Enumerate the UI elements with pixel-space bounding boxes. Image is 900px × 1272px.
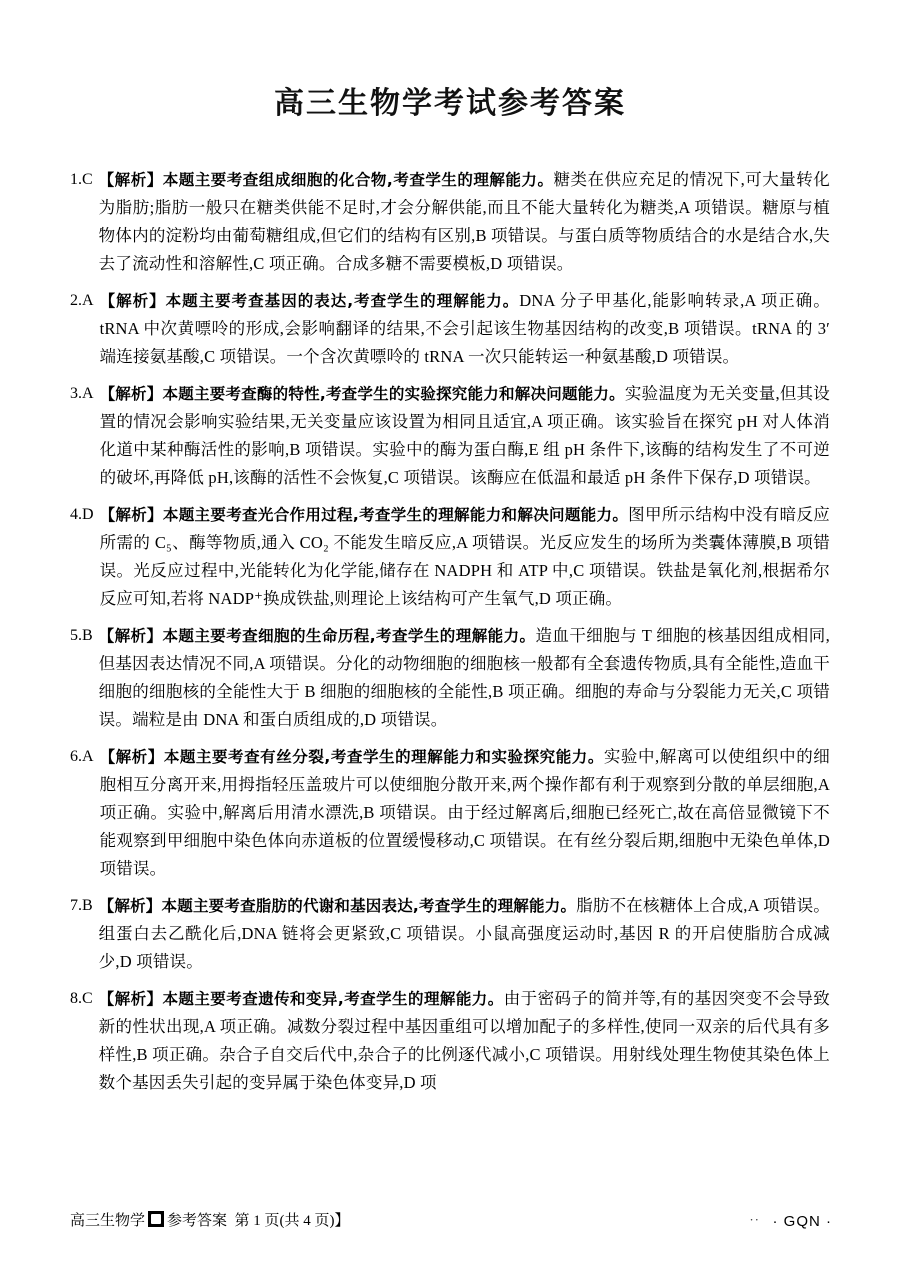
answer-body	[99, 622, 830, 734]
analysis-text: DNA 分子甲基化,能影响转录,A 项正确。tRNA 中次黄嘌呤的形成,会影响翻译的结果,不会引起该生物基因结构的改变,B 项错误。tRNA 的 3′端连接氨基酸,C 项错误。一个含次黄嘌呤的 tRNA 一次只能转运一种氨基酸,D 项错误。	[99, 291, 830, 366]
publisher-logo-icon	[148, 1211, 164, 1227]
analysis-text: 由于密码子的简并等,有的基因突变不会导致新的性状出现,A 项正确。减数分裂过程中基因重组可以增加配子的多样性,使同一双亲的后代具有多样性,B 项正确。杂合子自交后代中,杂合子的比例逐代减小,C 项错误。用射线处理生物使其染色体上数个基因丢失引起的变异属于染色体变异,D 项	[98, 989, 830, 1092]
answer-choice: A	[82, 385, 94, 402]
answer-choice: A	[82, 292, 94, 309]
analysis-tag: 【解析】	[98, 627, 163, 645]
answer-body	[99, 166, 830, 278]
footer-left	[70, 1209, 350, 1230]
answer-item	[70, 166, 830, 278]
answer-body	[100, 501, 830, 613]
answer-number: 6.A	[70, 748, 94, 765]
analysis-lead: 本题主要考查有丝分裂,考查学生的理解能力和实验探究能力。	[163, 748, 604, 766]
analysis-tag: 【解析】	[98, 171, 163, 189]
answer-item	[70, 622, 830, 734]
answer-choice: C	[82, 990, 93, 1007]
answer-item	[70, 743, 830, 883]
answer-item	[70, 501, 830, 613]
answer-item	[70, 892, 830, 976]
analysis-lead: 本题主要考查酶的特性,考查学生的实验探究能力和解决问题能力。	[162, 385, 625, 403]
analysis-text: 造血干细胞与 T 细胞的核基因组成相同,但基因表达情况不同,A 项错误。分化的动物细胞的细胞核一般都有全套遗传物质,具有全能性,造血干细胞的细胞核的全能性大于 B 细胞的细胞核的全能性,B 项正确。细胞的寿命与分裂能力无关,C 项错误。端粒是由 DNA 和蛋白质组成的,D 项错误。	[98, 626, 830, 729]
answer-choice: A	[82, 748, 94, 765]
analysis-lead: 本题主要考查光合作用过程,考查学生的理解能力和解决问题能力。	[162, 506, 629, 524]
answer-choice: D	[82, 506, 94, 523]
analysis-tag: 【解析】	[98, 990, 163, 1008]
answer-number: 2.A	[70, 292, 94, 309]
analysis-tag: 【解析】	[99, 748, 164, 766]
answer-body	[100, 287, 830, 371]
answer-number: 5.B	[70, 627, 93, 644]
analysis-text: 实验温度为无关变量,但其设置的情况会影响实验结果,无关变量应该设置为相同且适宜,A 项正确。该实验旨在探究 pH 对人体消化道中某种酶活性的影响,B 项错误。实验中的酶为蛋白酶,E 组 pH 条件下,该酶的结构发生了不可逆的破坏,再降低 pH,该酶的活性不会恢复,C 项错误。该酶应在低温和最适 pH 条件下保存,D 项错误。	[99, 384, 830, 487]
page-footer	[0, 1204, 900, 1230]
analysis-tag: 【解析】	[99, 506, 163, 524]
analysis-tag: 【解析】	[98, 897, 162, 915]
analysis-text: 糖类在供应充足的情况下,可大量转化为脂肪;脂肪一般只在糖类供能不足时,才会分解供能,而且不能大量转化为糖类,A 项错误。糖原与植物体内的淀粉均由葡萄糖组成,但它们的结构有区别,B 项错误。与蛋白质等物质结合的水是结合水,失去了流动性和溶解性,C 项正确。合成多糖不需要模板,D 项错误。	[98, 170, 831, 273]
answer-choice: B	[82, 627, 93, 644]
answer-number: 7.B	[70, 897, 93, 914]
analysis-tag: 【解析】	[99, 385, 163, 403]
footer-mark: ··	[749, 1212, 760, 1227]
analysis-tag: 【解析】	[99, 292, 166, 310]
analysis-text: 实验中,解离可以使组织中的细胞相互分离开来,用拇指轻压盖玻片可以使细胞分散开来,两个操作都有利于观察到分散的单层细胞,A 项正确。实验中,解离后用清水漂洗,B 项错误。由于经过解离后,细胞已经死亡,故在高倍显微镜下不能观察到甲细胞中染色体向赤道板的位置缓慢移动,C 项错误。在有丝分裂后期,细胞中无染色单体,D 项错误。	[99, 747, 830, 878]
analysis-lead: 本题主要考查细胞的生命历程,考查学生的理解能力。	[162, 627, 536, 645]
footer-page-number: 第 1 页(共 4 页)】	[234, 1213, 350, 1229]
footer-code: · GQN ·	[772, 1213, 832, 1230]
analysis-lead: 本题主要考查组成细胞的化合物,考查学生的理解能力。	[162, 171, 554, 189]
footer-middle: 参考答案	[167, 1213, 228, 1229]
answer-item	[70, 380, 830, 492]
answer-item	[70, 287, 830, 371]
analysis-lead: 本题主要考查遗传和变异,考查学生的理解能力。	[162, 990, 504, 1008]
answer-choice: C	[82, 171, 93, 188]
answer-body	[99, 892, 830, 976]
answer-choice: B	[82, 897, 93, 914]
answers-list	[70, 166, 830, 1097]
answer-number: 4.D	[70, 506, 94, 523]
answer-number: 3.A	[70, 385, 94, 402]
answer-body	[100, 743, 830, 883]
answer-number: 1.C	[70, 171, 93, 188]
answer-item	[70, 985, 830, 1097]
footer-subject: 高三生物学	[70, 1213, 146, 1229]
analysis-text: 图甲所示结构中没有暗反应所需的 C₅、酶等物质,通入 CO₂ 不能发生暗反应,A 项错误。光反应发生的场所为类囊体薄膜,B 项错误。光反应过程中,光能转化为化学能,储存在 NADPH 和 ATP 中,C 项错误。铁盐是氧化剂,根据希尔反应可知,若将 NADP⁺换成铁盐,则理论上该结构可产生氧气,D 项正确。	[99, 505, 830, 608]
analysis-lead: 本题主要考查基因的表达,考查学生的理解能力。	[165, 292, 520, 310]
analysis-text: 脂肪不在核糖体上合成,A 项错误。组蛋白去乙酰化后,DNA 链将会更紧致,C 项错误。小鼠高强度运动时,基因 R 的开启使脂肪合成减少,D 项错误。	[98, 896, 831, 971]
analysis-lead: 本题主要考查脂肪的代谢和基因表达,考查学生的理解能力。	[161, 897, 577, 915]
page-title: 高三生物学考试参考答案	[274, 86, 626, 121]
answer-number: 8.C	[70, 990, 93, 1007]
answer-body	[99, 985, 830, 1097]
answer-body	[100, 380, 830, 492]
